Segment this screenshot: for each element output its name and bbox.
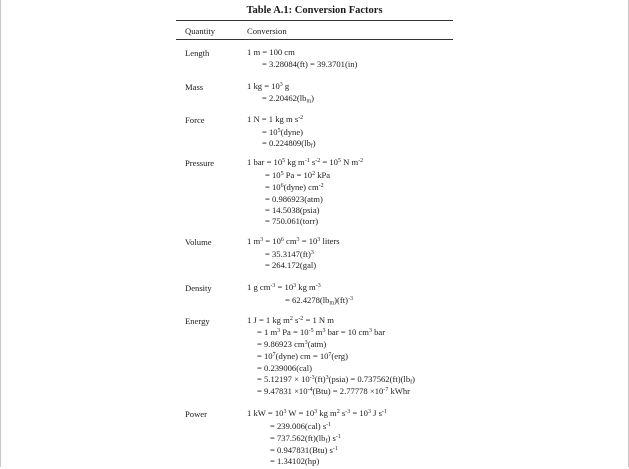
- conversion-line-pressure-5: = 750.061(torr): [265, 216, 319, 226]
- conversion-line-energy-2: = 9.86923 $cm^3(atm)$: [257, 339, 327, 349]
- conversion-line-pressure-3: = 0.986923(atm): [265, 194, 323, 204]
- quantity-force: Force: [185, 115, 205, 125]
- quantity-power: Power: [185, 409, 207, 419]
- quantity-length: Length: [185, 48, 210, 58]
- header-conversion: Conversion: [247, 26, 287, 36]
- conversion-line-energy-5: = $5.12197 \times 10^{-3}(ft)^3(psia) = 0.737562(ft)(lb_f)$: [257, 374, 415, 386]
- conversion-line-density-0: 1 g $cm^{-3} = 10^3$ kg $m^{-3}$: [247, 282, 321, 292]
- quantity-energy: Energy: [185, 316, 210, 326]
- header-quantity: Quantity: [185, 26, 216, 36]
- conversion-line-energy-4: = 0.239006(cal): [257, 363, 312, 373]
- conversion-line-energy-3: = $10^7(dyne)$ cm = $10^7(erg)$: [257, 351, 348, 361]
- conversion-line-pressure-0: 1 bar = $10^5$ kg $m^{-1}$ $s^{-2} = 10^5$ N $m^{-2}$: [247, 157, 364, 167]
- conversion-line-energy-0: 1 J = 1 kg $m^2$ $s^{-2} = 1$ N m: [247, 315, 334, 325]
- top-rule: [176, 20, 453, 21]
- conversion-line-power-0: 1 kW = $10^3$ $W = 10^3$ kg $m^2$ $s^{-3} = 10^3$ J $s^{-1}$: [247, 408, 387, 418]
- conversion-line-volume-1: = 35.3147(ft)$^3$: [265, 249, 314, 259]
- conversion-line-pressure-2: = $10^6(dyne)$ $cm^{-2}$: [265, 182, 324, 192]
- table-title: Table A.1: Conversion Factors: [246, 5, 383, 16]
- conversion-line-energy-6: = $9.47831 \times 10^{-4}(Btu) = 2.77778 \times 10^{-7}$ kWhr: [257, 386, 411, 396]
- conversion-line-mass-1: = $2.20462(lb_m)$: [262, 93, 315, 105]
- conversion-line-mass-0: 1 kg = $10^3$ g: [247, 81, 290, 91]
- conversion-line-power-1: = 239.006(cal) $s^{-1}$: [270, 421, 332, 431]
- conversion-line-density-1: = $62.4278(lb_m)(ft)^{-3}$: [285, 295, 353, 307]
- conversion-line-force-2: = $0.224809(lb_f)$: [262, 138, 316, 150]
- conversion-line-force-0: 1 N = 1 kg m $s^{-2}$: [247, 114, 304, 124]
- conversion-line-length-1: = 3.28084(ft) = 39.3701(in): [262, 59, 358, 69]
- conversion-line-power-2: = $737.562(ft)(lb_f)$ $s^{-1}$: [270, 433, 341, 445]
- conversion-line-power-4: = 1.34102(hp): [270, 456, 320, 466]
- conversion-line-power-3: = 0.947831(Btu) $s^{-1}$: [270, 445, 338, 455]
- conversion-line-volume-0: 1 $m^3 = 10^6$ $cm^3 = 10^3$ liters: [247, 236, 340, 246]
- conversion-line-pressure-4: = 14.5038(psia): [265, 205, 320, 215]
- conversion-line-force-1: = $10^5(dyne)$: [262, 127, 304, 137]
- conversion-line-length-0: 1 m = 100 cm: [247, 47, 295, 57]
- quantity-mass: Mass: [185, 82, 204, 92]
- quantity-density: Density: [185, 283, 212, 293]
- quantity-pressure: Pressure: [185, 158, 215, 168]
- conversion-line-energy-1: = 1 $m^3$ $Pa = 10^{-5}$ $m^3$ bar = 10 $cm^3$ bar: [257, 327, 386, 337]
- quantity-volume: Volume: [185, 237, 212, 247]
- conversion-line-pressure-1: = $10^5$ $Pa = 10^2$ kPa: [265, 170, 331, 180]
- header-rule: [176, 39, 453, 40]
- conversion-line-volume-2: = 264.172(gal): [265, 260, 317, 270]
